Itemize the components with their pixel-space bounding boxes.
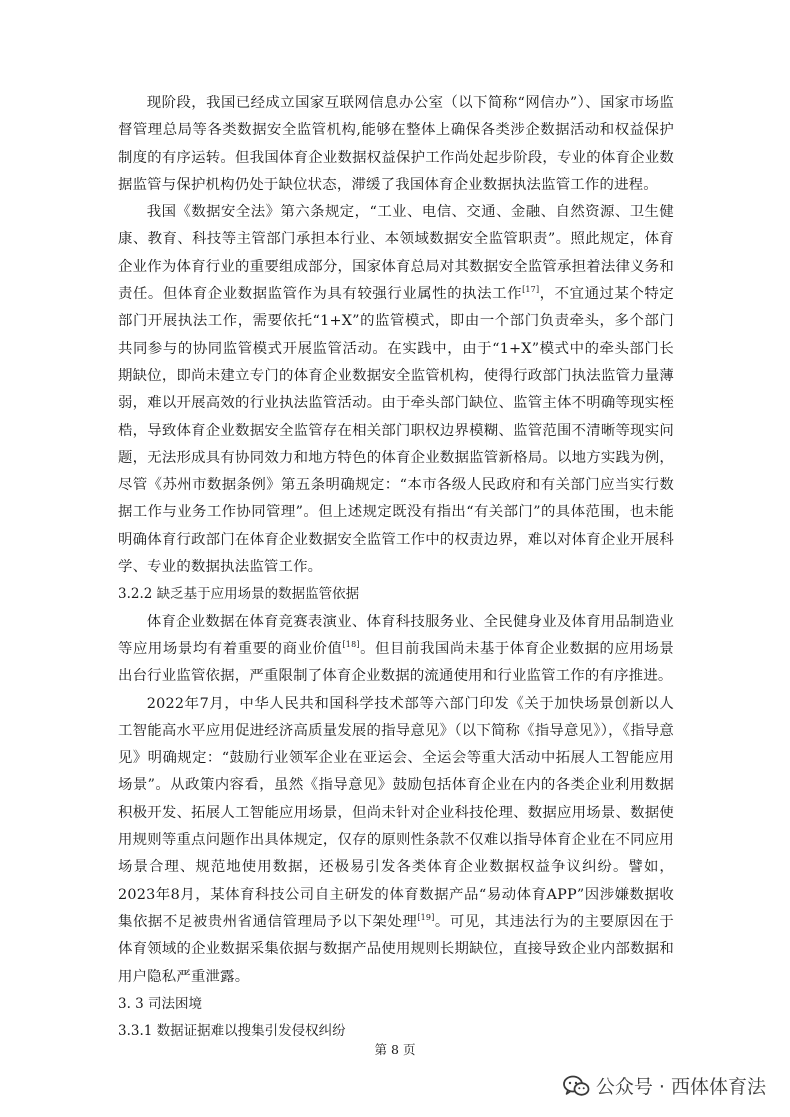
citation-superscript: [19]	[417, 913, 435, 923]
citation-superscript: [18]	[342, 640, 360, 650]
paragraph-text: 。可见，其违法行为的主要原因在于体育领域的企业数据采集依据与数据产品使用规则长期缺位，直接导致企业内部数据和用户隐私严重泄露。	[118, 913, 674, 985]
body-paragraph	[118, 90, 674, 199]
body-paragraph	[118, 609, 674, 691]
body-paragraph	[118, 691, 674, 991]
paragraph-text: ，不宜通过某个特定部门开展执法工作，需要依托“1+X”的监管模式，即由一个部门负责牵头，多个部门共同参与的协同监管模式开展监管活动。在实践中，由于“1+X”模式中的牵头部门长期缺位，即尚未建立专门的体育企业数据安全监管机构，使得行政部门执法监管力量薄弱，难以开展高效的行业执法监管活动。由于牵头部门缺位、监管主体不明确等现实桎梏，导致体育企业数据安全监管存在相关部门职权边界模糊、监管范围不清晰等现实问题，无法形成具有协同效力和地方特色的体育企业数据监管新格局。以地方实践为例，尽管《苏州市数据条例》第五条明确规定：“本市各级人民政府和有关部门应当实行数据工作与业务工作协同管理”。但上述规定既没有指出“有关部门”的具体范围，也未能明确体育行政部门在体育企业数据安全监管工作中的权责边界，难以对体育企业开展科学、专业的数据执法监管工作。	[118, 286, 674, 576]
body-paragraph	[118, 199, 674, 581]
watermark	[562, 1072, 766, 1099]
document-body	[118, 90, 674, 1045]
paragraph-text: 现阶段，我国已经成立国家互联网信息办公室（以下简称“网信办”）、国家市场监督管理总局等各类数据安全监管机构,能够在整体上确保各类涉企数据活动和权益保护制度的有序运转。但我国体育企业数据权益保护工作尚处起步阶段，专业的体育企业数据监管与保护机构仍处于缺位状态，滞缓了我国体育企业数据执法监管工作的进程。	[118, 95, 674, 193]
page-number: 第 8 页	[374, 1042, 416, 1057]
section-heading: 3.3.1 数据证据难以搜集引发侵权纠纷	[118, 1023, 346, 1040]
paragraph-text: 我国《数据安全法》第六条规定，“工业、电信、交通、金融、自然资源、卫生健康、教育、科技等主管部门承担本行业、本领域数据安全监管职责”。照此规定，体育企业作为体育行业的重要组成部分，国家体育总局对其数据安全监管承担着法律义务和责任。但体育企业数据监管作为具有较强行业属性的执法工作	[118, 204, 674, 303]
section-heading: 3.2.2 缺乏基于应用场景的数据监管依据	[118, 586, 360, 603]
watermark-text: 公众号 · 西体体育法	[595, 1076, 766, 1098]
wechat-icon	[562, 1074, 590, 1098]
paragraph-text: 2022年7月，中华人民共和国科学技术部等六部门印发《关于加快场景创新以人工智能高水平应用促进经济高质量发展的指导意见》（以下简称《指导意见》），《指导意见》明确规定：“鼓励行业领军企业在亚运会、全运会等重大活动中拓展人工智能应用场景”。从政策内容看，虽然《指导意见》鼓励包括体育企业在内的各类企业利用数据积极开发、拓展人工智能应用场景，但尚未针对企业科技伦理、数据应用场景、数据使用规则等重点问题作出具体规定，仅存的原则性条款不仅难以指导体育企业在不同应用场景合理、规范地使用数据，还极易引发各类体育企业数据权益争议纠纷。譬如，2023年8月，某体育科技公司自主研发的体育数据产品“易动体育APP”因涉嫌数据收集依据不足被贵州省通信管理局予以下架处理	[118, 695, 674, 930]
section-heading: 3. 3 司法困境	[118, 995, 203, 1012]
citation-superscript: [17]	[522, 285, 540, 295]
paragraph-text: 体育企业数据在体育竞赛表演业、体育科技服务业、全民健身业及体育用品制造业等应用场景均有着重要的商业价值	[118, 613, 674, 657]
paragraph-text: 。但目前我国尚未基于体育企业数据的应用场景出台行业监管依据，严重限制了体育企业数据的流通使用和行业监管工作的有序推进。	[118, 640, 674, 685]
